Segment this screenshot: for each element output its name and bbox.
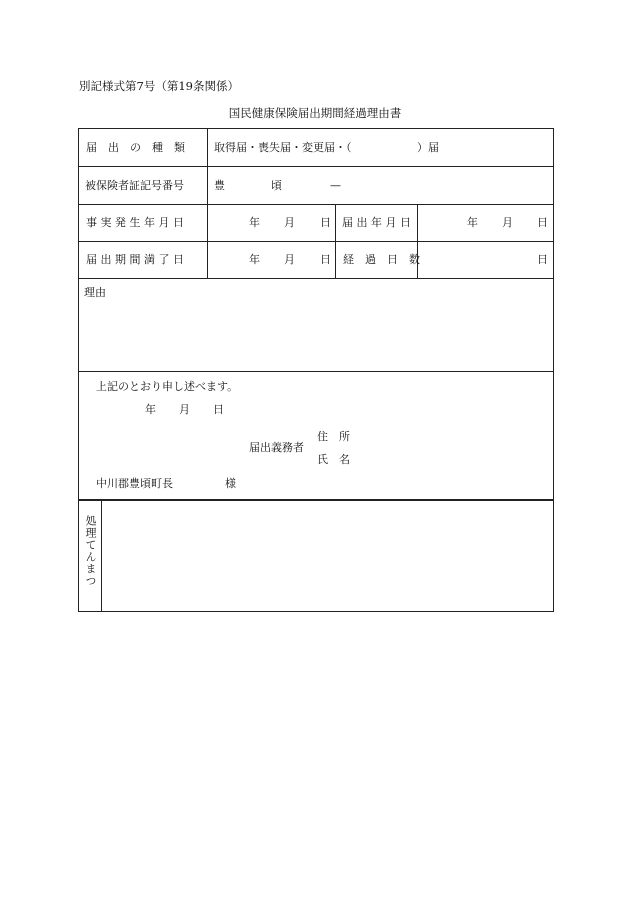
insured-card-prefix-right: 頃 bbox=[271, 179, 282, 192]
reason-field[interactable] bbox=[80, 300, 552, 368]
event-date-year[interactable]: 年 bbox=[249, 216, 260, 229]
notification-type-label: 届 出 の 種 類 bbox=[86, 141, 185, 154]
declaration-month[interactable]: 月 bbox=[179, 403, 190, 416]
deadline-date-year[interactable]: 年 bbox=[249, 253, 260, 266]
name-label: 氏 名 bbox=[317, 453, 350, 466]
elapsed-days-unit[interactable]: 日 bbox=[537, 253, 548, 266]
declaration-statement: 上記のとおり申し述べます。 bbox=[96, 380, 239, 393]
notification-date-year[interactable]: 年 bbox=[467, 216, 478, 229]
reason-label: 理由 bbox=[84, 286, 106, 299]
declaration-year[interactable]: 年 bbox=[145, 403, 156, 416]
deadline-date-month[interactable]: 月 bbox=[284, 253, 295, 266]
form-number: 別記様式第7号（第19条関係） bbox=[79, 79, 239, 93]
notification-type-suffix: ）届 bbox=[417, 141, 439, 154]
event-date-label: 事 実 発 生 年 月 日 bbox=[86, 216, 184, 229]
notification-date-month[interactable]: 月 bbox=[502, 216, 513, 229]
event-date-month[interactable]: 月 bbox=[284, 216, 295, 229]
addressee: 中川郡豊頃町長 bbox=[96, 477, 173, 490]
insured-card-prefix-left: 豊 bbox=[214, 179, 225, 192]
declaration-day[interactable]: 日 bbox=[213, 403, 224, 416]
addressee-honorific: 様 bbox=[225, 477, 236, 490]
notification-date-day[interactable]: 日 bbox=[537, 216, 548, 229]
notification-date-label: 届 出 年 月 日 bbox=[342, 216, 411, 229]
deadline-date-day[interactable]: 日 bbox=[320, 253, 331, 266]
elapsed-days-label: 経 過 日 数 bbox=[343, 253, 420, 266]
obligor-label: 届出義務者 bbox=[249, 441, 304, 454]
insured-card-number-label: 被保険者証記号番号 bbox=[85, 179, 184, 192]
notification-type-options[interactable]: 取得届・喪失届・変更届・（ bbox=[214, 141, 352, 154]
processing-label: 処理てんまつ bbox=[84, 515, 97, 587]
insured-card-dash: — bbox=[330, 179, 341, 192]
document-title: 国民健康保険届出期間経過理由書 bbox=[228, 106, 402, 120]
deadline-date-label: 届 出 期 間 満 了 日 bbox=[86, 253, 184, 266]
address-label: 住 所 bbox=[317, 430, 350, 443]
processing-field[interactable] bbox=[103, 502, 552, 609]
event-date-day[interactable]: 日 bbox=[320, 216, 331, 229]
